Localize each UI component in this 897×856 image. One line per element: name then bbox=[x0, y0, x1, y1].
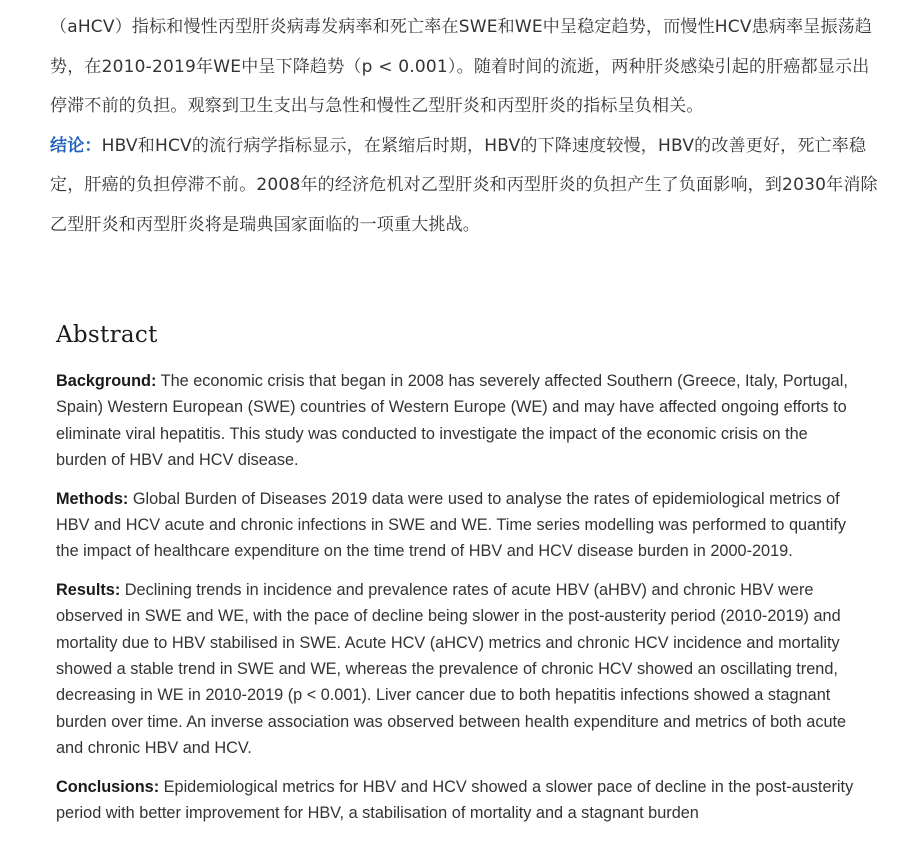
results-label: Results: bbox=[56, 580, 121, 599]
english-abstract bbox=[56, 322, 856, 839]
methods-paragraph bbox=[56, 486, 856, 565]
conclusions-text: Epidemiological metrics for HBV and HCV showed a slower pace of decline in the post-austerity period with better improvement for HBV, a stabilisation of mortality and a stagnant burden bbox=[56, 777, 854, 823]
chinese-results-text: （aHCV）指标和慢性丙型肝炎病毒发病率和死亡率在SWE和WE中呈稳定趋势，而慢性HCV患病率呈振荡趋势，在2010-2019年WE中呈下降趋势（p < 0.001）。随着时间的流逝，两种肝炎感染引起的肝癌都显示出停滞不前的负担。观察到卫生支出与急性和慢性乙型肝炎和丙型肝炎的指标呈负相关。 bbox=[50, 17, 873, 117]
conclusions-label: Conclusions: bbox=[56, 777, 160, 796]
methods-text: Global Burden of Diseases 2019 data were used to analyse the rates of epidemiological metrics of HBV and HCV acute and chronic infections in SWE and WE. Time series modelling was performed to quantify the impact of healthcare expenditure on the time trend of HBV and HCV disease burden in 2000-2019. bbox=[56, 489, 847, 561]
chinese-conclusion-paragraph bbox=[50, 127, 882, 246]
methods-label: Methods: bbox=[56, 489, 129, 508]
chinese-conclusion-label: 结论： bbox=[50, 135, 102, 156]
conclusions-paragraph bbox=[56, 774, 856, 827]
background-paragraph bbox=[56, 368, 856, 474]
chinese-results-paragraph bbox=[50, 8, 882, 127]
background-label: Background: bbox=[56, 372, 157, 390]
chinese-abstract bbox=[50, 8, 882, 246]
chinese-conclusion-text: HBV和HCV的流行病学指标显示，在紧缩后时期，HBV的下降速度较慢，HBV的改善更好，死亡率稳定，肝癌的负担停滞不前。2008年的经济危机对乙型肝炎和丙型肝炎的负担产生了负面影响，到2030年消除乙型肝炎和丙型肝炎将是瑞典国家面临的一项重大挑战。 bbox=[50, 135, 878, 235]
results-paragraph bbox=[56, 577, 856, 762]
abstract-heading: Abstract bbox=[56, 322, 158, 348]
results-text: Declining trends in incidence and prevalence rates of acute HBV (aHBV) and chronic HBV were observed in SWE and WE, with the pace of decline being slower in the post-austerity period (2010-2019) and mortality due to HBV stabilised in SWE. Acute HCV (aHCV) metrics and chronic HCV incidence and mortality showed a stable trend in SWE and WE, whereas the prevalence of chronic HCV showed an oscillating trend, decreasing in WE in 2010-2019 (p < 0.001). Liver cancer due to both hepatitis infections showed a stagnant burden over time. An inverse association was observed between health expenditure and metrics of both acute and chronic HBV and HCV. bbox=[56, 580, 847, 758]
background-text: The economic crisis that began in 2008 has severely affected Southern (Greece, Italy, Portugal, Spain) Western European (SWE) countries of Western Europe (WE) and may have affected ongoing efforts to eliminate viral hepatitis. This study was conducted to investigate the impact of the economic crisis on the burden of HBV and HCV disease. bbox=[56, 372, 848, 470]
